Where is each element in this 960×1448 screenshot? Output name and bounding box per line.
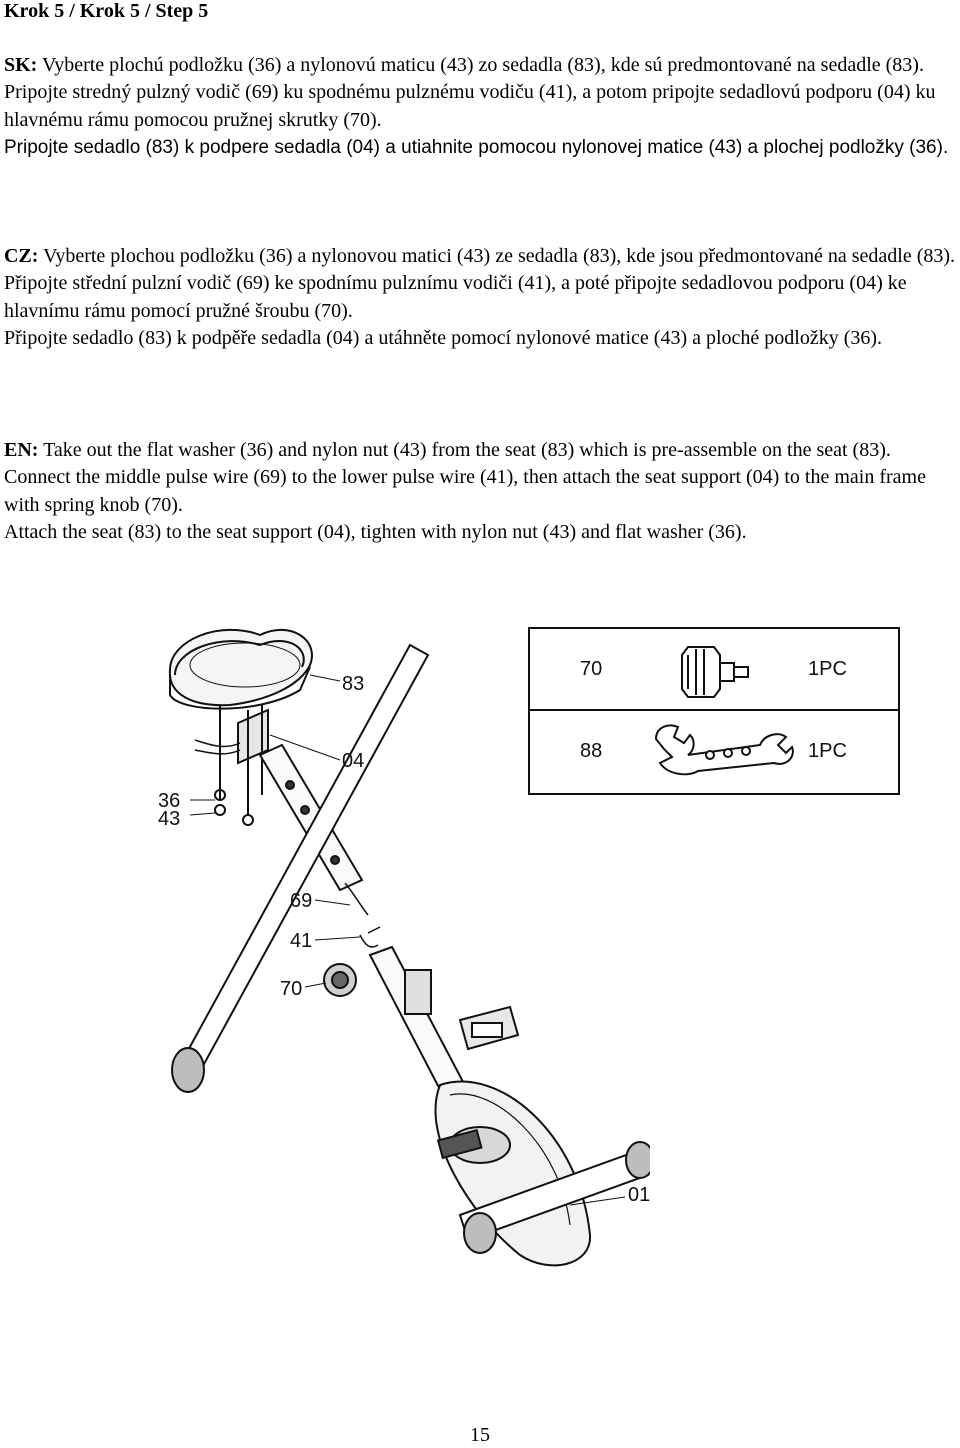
en-lang-label: EN:	[4, 439, 39, 461]
sk-paragraph-1	[4, 52, 956, 79]
part-qty-70: 1PC	[808, 658, 847, 680]
cz-paragraph-1	[4, 243, 956, 270]
cz-paragraph-3	[4, 325, 956, 352]
en-paragraph-2	[4, 464, 956, 519]
part-number-70: 70	[580, 658, 603, 680]
seat-illustration	[170, 630, 312, 709]
callout-43: 43	[158, 808, 181, 830]
sk-text-3: Pripojte sedadlo (83) k podpere sedadla (04) a utiahnite pomocou nylonovej matice (43) a plochej podložky (36).	[4, 137, 949, 159]
section-cz	[4, 243, 956, 353]
part-qty-88: 1PC	[808, 740, 847, 762]
knob-70-illustration	[324, 964, 356, 996]
callout-01: 01	[628, 1184, 650, 1206]
cz-paragraph-2	[4, 270, 956, 325]
sk-text-2: Pripojte stredný pulzný vodič (69) ku spodnému pulznému vodiču (41), a potom pripojte sedadlovú podporu (04) ku hlavnému rámu pomocou pružnej skrutky (70).	[4, 81, 936, 131]
en-text-3: Attach the seat (83) to the seat support (04), tighten with nylon nut (43) and flat washer (36).	[4, 521, 747, 544]
page-heading: Krok 5 / Krok 5 / Step 5	[4, 0, 209, 22]
callout-36: 36	[158, 790, 181, 812]
page-number: 15	[470, 1424, 490, 1446]
en-text-1: Take out the flat washer (36) and nylon nut (43) from the seat (83) which is pre-assemble on the seat (83).	[43, 439, 891, 461]
section-en	[4, 437, 956, 547]
callout-70: 70	[280, 978, 303, 1000]
sk-paragraph-2	[4, 79, 956, 134]
sk-text-1: Vyberte plochú podložku (36) a nylonovú maticu (43) zo sedadla (83), kde sú predmontované na sedadle (83).	[41, 54, 924, 76]
parts-list-box	[528, 627, 900, 795]
en-paragraph-1	[4, 437, 956, 464]
seat-bracket	[195, 705, 268, 825]
callout-04: 04	[342, 750, 365, 772]
part-number-88: 88	[580, 740, 603, 762]
en-text-2: Connect the middle pulse wire (69) to the lower pulse wire (41), then attach the seat support (04) to the main frame with spring knob (70).	[4, 466, 926, 516]
sk-lang-label: SK:	[4, 54, 38, 76]
cz-text-3: Připojte sedadlo (83) k podpěře sedadla (04) a utáhněte pomocí nylonové matice (43) a ploché podložky (36).	[4, 327, 883, 350]
en-paragraph-3	[4, 519, 956, 546]
callout-41: 41	[290, 930, 313, 952]
callout-83: 83	[342, 673, 365, 695]
section-sk	[4, 52, 956, 162]
callout-69: 69	[290, 890, 313, 912]
cz-text-1: Vyberte plochou podložku (36) a nylonovou matici (43) ze sedadla (83), kde jsou předmontované na sedadle (83).	[43, 245, 956, 267]
cz-text-2: Připojte střední pulzní vodič (69) ke spodnímu pulznímu vodiči (41), a poté připojte sedadlovou podporu (04) ke hlavnímu rámu pomocí pružné šroubu (70).	[4, 272, 907, 322]
cz-lang-label: CZ:	[4, 245, 39, 267]
sk-paragraph-3	[4, 134, 956, 161]
